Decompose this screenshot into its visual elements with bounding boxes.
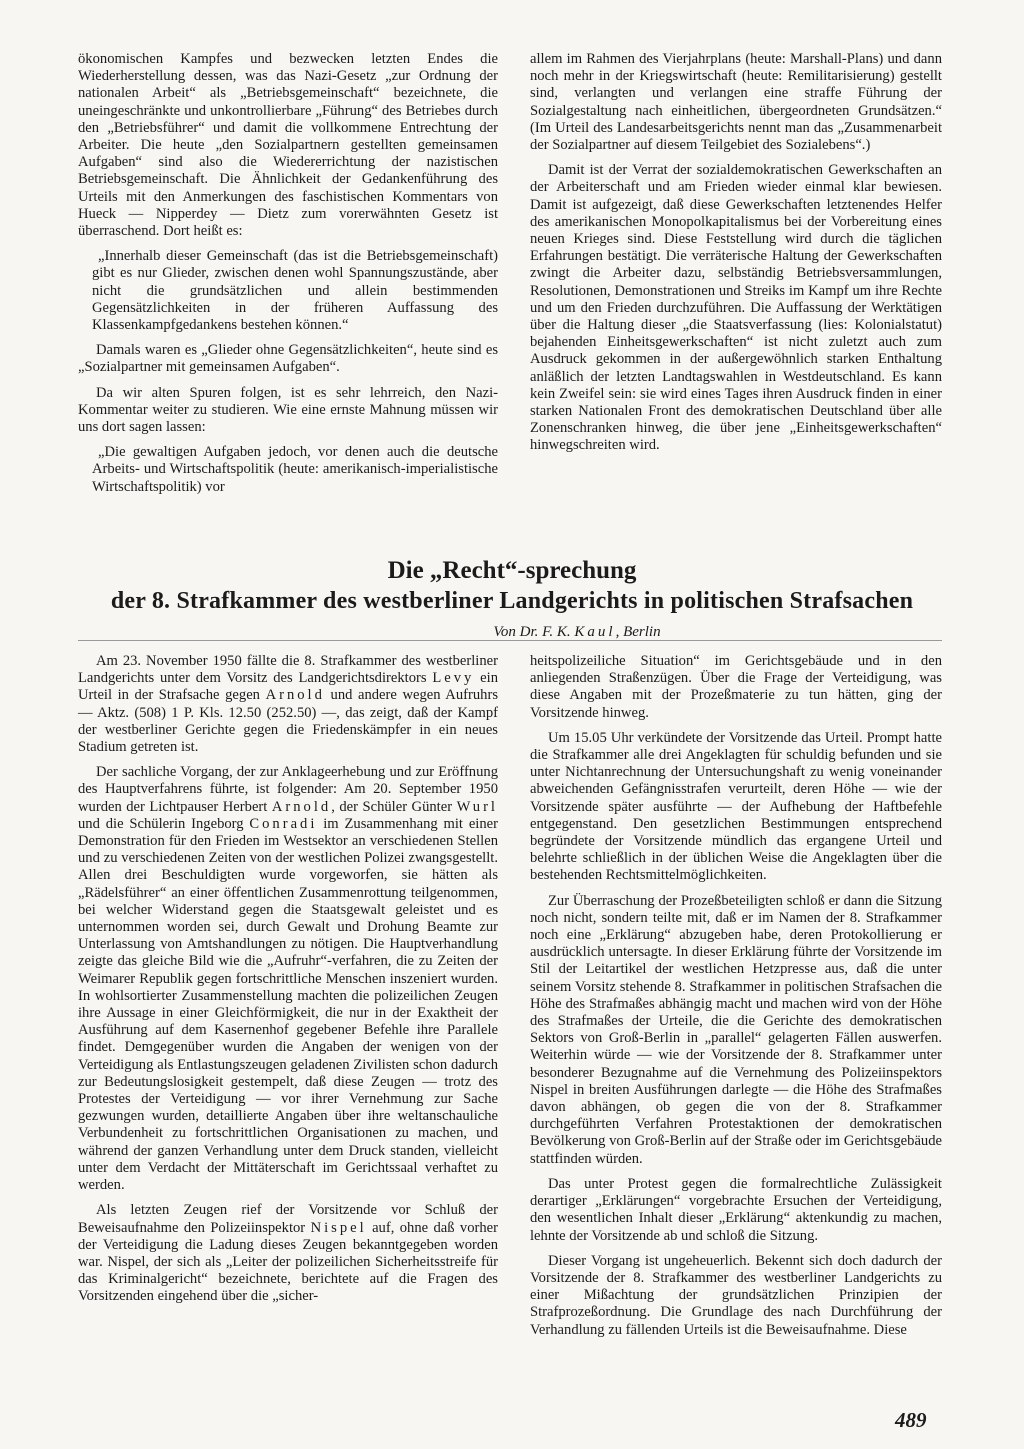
text-run: , der Schüler Günter bbox=[331, 798, 453, 815]
paragraph: Da wir alten Spuren folgen, ist es sehr lehrreich, den Nazi-Kommentar weiter zu studieren. Wie eine ernste Mahnung müssen wir uns dort sagen lassen: bbox=[78, 384, 498, 436]
paragraph: allem im Rahmen des Vierjahrplans (heute: Marshall-Plans) und dann noch mehr in der Kriegswirtschaft (heute: Remilitarisierung) gestellt sind, verlangten und verlangen eine straffe Führung der Sozialgestaltung nach einheitlichen, übergeordneten Grundsätzen.“ (Im Urteil des Landesarbeitsgerichts nennt man das „Zusammenarbeit der Sozialpartner auf diesem Teilgebiet des Sozialebens“.) bbox=[530, 51, 942, 154]
quote-paragraph: „Innerhalb dieser Gemeinschaft (das ist die Betriebsgemeinschaft) gibt es nur Glieder, zwischen denen wohl Spannungszustände, aber nicht die grundsätzlichen und allein bestimmenden Gegensätzlichkeiten in der früheren Auffassung des Klassenkampfgedankens bestehen können.“ bbox=[92, 248, 498, 334]
divider bbox=[78, 640, 942, 641]
bottom-left-column bbox=[78, 653, 498, 1314]
text-run: auf, ohne daß vorher der Verteidigung die Ladung dieses Zeugen bekanntgegeben worden war. Nispel, der sich als „Leiter der polizeilichen Sicherheitsstreife für das Kriminalgericht“ bezeichnete, berichtete auf die Fragen des Vorsitzenden eingehend über die „sicher- bbox=[78, 1219, 499, 1305]
text-run: im Zusammenhang mit einer Demonstration für den Frieden im Westsektor an verschiedenen Stellen und zu verschiedenen Zeiten von der westlichen Polizei zwangsgestellt. Allen drei Beschuldigten wurde vorgeworfen, sie hätten als „Rädelsführer“ an einer öffentlichen Zusammenrottung teilgenommen, bei welcher Widerstand gegen die Staatsgewalt geleistet und es unternommen worden sei, durch Gewalt und Drohung Beamte zur Unterlassung von Amtshandlungen zu nötigen. Die Hauptverhandlung zeigte das gleiche Bild wie die „Aufruhr“-verfahren, die zu Zeiten der Weimarer Republik gegen fortschrittliche Menschen inszeniert wurden. In wohlsortierter Zusammenstellung machten die polizeilichen Zeugen ihre Aussage in einer Gleichförmigkeit, die nur in der Exaktheit der Ausführung auf dem Kasernenhof gegebener Befehle ihre Parallele findet. Demgegenüber wurden die Angaben der wenigen von der Verteidigung als Entlastungszeugen geladenen Zivilisten schon dadurch zur Bedeutungslosigkeit gestempelt, daß diese Zeugen — trotz des Protestes der Verteidigung — vor ihrer Vernehmung zur Sache gezwungen wurden, detaillierte Angaben über ihre weltanschauliche Verbundenheit zu fortschrittlichen Organisationen zu machen, und während der ganzen Verhandlung unter dem Druck standen, vielleicht unter dem Verdacht der Mittäterschaft im Gerichtssaal verhaftet zu werden. bbox=[78, 815, 498, 1194]
paragraph: ökonomischen Kampfes und bezwecken letzten Endes die Wiederherstellung dessen, was das Nazi-Gesetz „zur Ordnung der nationalen Arbeit“ als „Betriebsgemeinschaft“ bezeichnete, die uneingeschränkte und unkontrollierbare „Führung“ des Betriebes durch den „Betriebsführer“ und damit die vollkommene Entrechtung der Arbeiter. Die heute „den Sozialpartnern gestellten gemeinsamen Aufgaben“ sind also die Wiedererrichtung der nazistischen Betriebsgemeinschaft. Die Ähnlichkeit der Gedankenführung des Urteils mit den Anmerkungen des faschistischen Kommentars von Hueck — Nipperdey — Dietz zum vorerwähnten Gesetz ist überraschend. Dort heißt es: bbox=[78, 51, 498, 240]
text-run: Der sachliche Vorgang, der zur Anklageerhebung und zur Eröffnung des Hauptverfahrens führte, ist folgender: Am 20. September 1950 wurden der Lichtpauser Herbert bbox=[78, 764, 498, 815]
text-run: ein Urteil in der Strafsache gegen bbox=[78, 670, 498, 704]
text-run: Als letzten Zeugen rief der Vorsitzende vor Schluß der Beweisaufnahme den Polizeiinspektor bbox=[78, 1202, 498, 1236]
spaced-name: Nispel bbox=[310, 1219, 367, 1236]
byline-suffix: , Berlin bbox=[615, 624, 661, 640]
article-heading bbox=[60, 556, 964, 642]
paragraph: Damals waren es „Glieder ohne Gegensätzlichkeiten“, heute sind es „Sozialpartner mit gemeinsamen Aufgaben“. bbox=[78, 342, 498, 376]
paragraph bbox=[78, 653, 498, 756]
paragraph: Damit ist der Verrat der sozialdemokratischen Gewerkschaften an der Arbeiterschaft und am Frieden wieder einmal klar bewiesen. Damit ist aufgezeigt, daß diese Gewerkschaften letztenendes Helfer des amerikanischen Monopolkapitalismus bei der Vorbereitung eines neuen Krieges sind. Diese Feststellung wird durch die täglichen Erfahrungen bestätigt. Die verräterische Haltung der Gewerkschaften zwingt die Arbeiter dazu, selbständig Betriebsversammlungen, Resolutionen, Demonstrationen und Streiks im Kampf um ihre Rechte und um den Frieden durchzuführen. Die Auffassung der Werktätigen über die Haltung dieser „die Staatsverfassung (lies: Kolonialstatut) bejahenden Einheitsgewerkschaften“ ist nicht zuletzt auch zum Ausdruck gekommen in der außergewöhnlich starken Enthaltung anläßlich der letzten Landtagswahlen in Westdeutschland. Es kann kein Zweifel sein: sie wird eines Tages ihren Ausdruck finden in einer starken Nationalen Front des demokratischen Deutschland über alle Zonenschranken hinweg, die über jene „Einheitsgewerkschaften“ hinwegschreiten wird. bbox=[530, 162, 942, 454]
top-right-column bbox=[530, 51, 942, 463]
byline-prefix: Von Dr. F. K. bbox=[493, 624, 571, 640]
paragraph: Um 15.05 Uhr verkündete der Vorsitzende das Urteil. Prompt hatte die Strafkammer alle drei Angeklagten für schuldig befunden und sie unter Nichtanrechnung der Untersuchungshaft zu wenig voneinander abweichenden Gefängnisstrafen verurteilt, deren Höhe — wie der Vorsitzende später ausführte — der Aufhebung der Haftbefehle entgegenstand. Den gesetzlichen Bestimmungen entsprechend begründete der Vorsitzende mündlich das ergangene Urteil und belehrte schließlich in der üblichen Weise die Angeklagten über die bestehenden Rechtsmittelmöglichkeiten. bbox=[530, 729, 942, 884]
paragraph: Zur Überraschung der Prozeßbeteiligten schloß er dann die Sitzung noch nicht, sondern teilte mit, daß er im Namen der 8. Strafkammer noch eine „Erklärung“ abzugeben habe, deren Protokollierung er ausdrücklich untersagte. In dieser Erklärung führte der Vorsitzende im Stil der Leitartikel der westlichen Hetzpresse aus, daß die unter seinem Vorsitz stehende 8. Strafkammer in politischen Strafsachen die Höhe des Strafmaßes abhängig macht und machen wird von der Höhe des Strafmaßes der Urteile, die die Gerichte des demokratischen Sektors von Groß-Berlin in „parallel“ gelagerten Fällen auswerfen. Weiterhin würde — wie der Vorsitzende der 8. Strafkammer unter besonderer Bezugnahme auf die Vernehmung des Polizeiinspektors Nispel in breiten Ausführungen darlegte — die Höhe des Strafmaßes davon abhängen, ob gegen die von der 8. Strafkammer durchgeführten Verfahren Protestaktionen der demokratischen Bevölkerung von Groß-Berlin auf der Straße oder im Gerichtsgebäude stattfinden würden. bbox=[530, 892, 942, 1167]
quote-paragraph: „Die gewaltigen Aufgaben jedoch, vor denen auch die deutsche Arbeits- und Wirtschaftspolitik (heute: amerikanisch-imperialistische Wirtschaftspolitik) vor bbox=[92, 444, 498, 495]
byline bbox=[60, 622, 964, 642]
paragraph: Das unter Protest gegen die formalrechtliche Zulässigkeit derartiger „Erklärungen“ vorgebrachte Ersuchen der Verteidigung, den wesentlichen Inhalt dieser „Erklärung“ aktenkundig zu machen, lehnte der Vorsitzende ab und schloß die Sitzung. bbox=[530, 1175, 942, 1244]
paragraph: heitspolizeiliche Situation“ im Gerichtsgebäude und in den anliegenden Straßenzügen. Über die Frage der Verteidigung, was diese Angaben mit der Prozeßmaterie zu tun hätten, ging der Vorsitzende hinweg. bbox=[530, 653, 942, 721]
text-run: und andere wegen Aufruhrs — Aktz. (508) 1 P. Kls. 12.50 (252.50) —, das zeigt, daß der Kampf der westberliner Gerichte gegen die Friedenskämpfer in ein neues Stadium getreten ist. bbox=[78, 687, 498, 756]
spaced-name: Levy bbox=[432, 670, 475, 687]
top-left-column bbox=[78, 51, 498, 504]
text-run: und die Schülerin Ingeborg bbox=[78, 815, 244, 832]
paragraph bbox=[78, 1202, 498, 1305]
author-name: Kaul bbox=[574, 624, 616, 640]
bottom-right-column bbox=[530, 653, 942, 1347]
spaced-name: Arnold bbox=[265, 687, 325, 704]
spaced-name: Wurl bbox=[456, 798, 498, 815]
spaced-name: Arnold bbox=[271, 798, 332, 815]
text-run: Am 23. November 1950 fällte die 8. Strafkammer des westberliner Landgerichts unter dem Vorsitz des Landgerichtsdirektors bbox=[78, 653, 498, 687]
paragraph bbox=[78, 764, 498, 1194]
article-title-line-2: der 8. Strafkammer des westberliner Landgerichts in politischen Strafsachen bbox=[110, 588, 914, 614]
page-number: 489 bbox=[895, 1408, 927, 1432]
paragraph: Dieser Vorgang ist ungeheuerlich. Bekennt sich doch dadurch der Vorsitzende der 8. Strafkammer des westberliner Landgerichts zu einer Mißachtung der grundsätzlichen Prinzipien der Strafprozeßordnung. Die Grundlage des nach Durchführung der Verhandlung zu fällenden Urteils ist die Beweisaufnahme. Diese bbox=[530, 1252, 942, 1338]
spaced-name: Conradi bbox=[249, 815, 318, 832]
article-title-line-1: Die „Recht“-sprechung bbox=[387, 557, 637, 584]
